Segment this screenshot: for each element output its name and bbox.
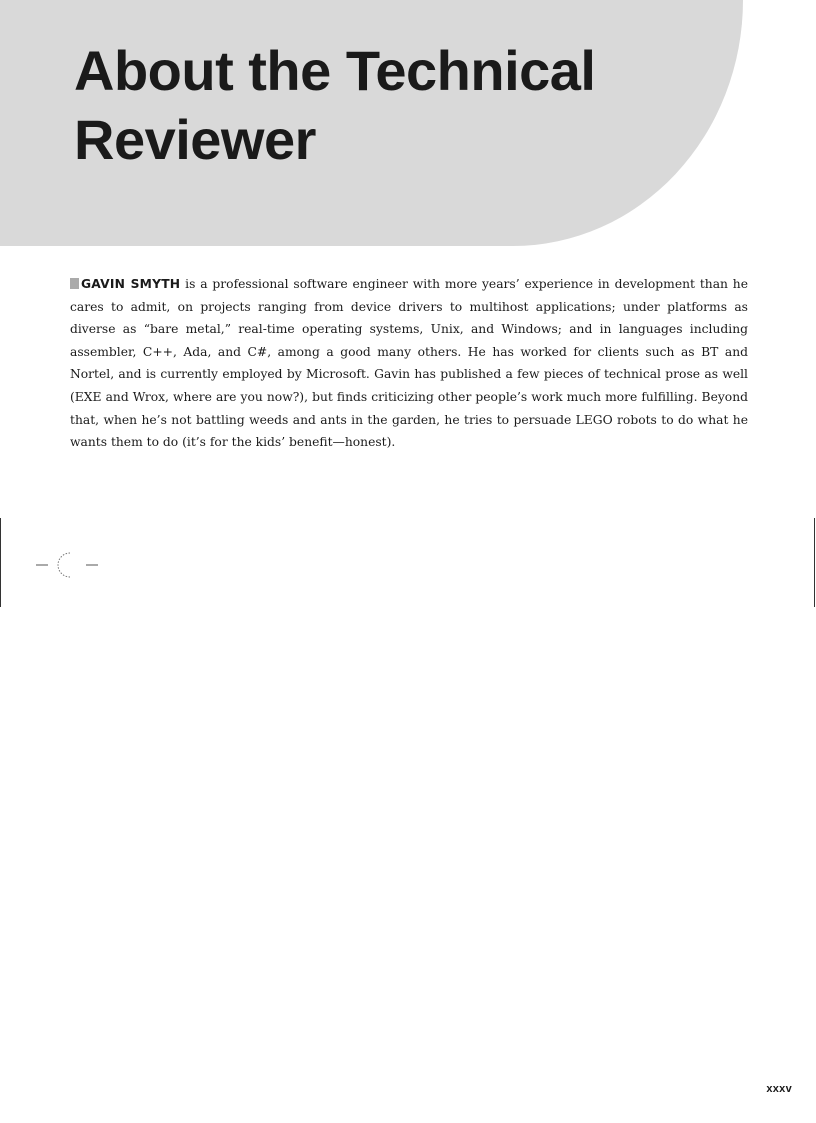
crop-line-right — [814, 518, 815, 607]
crop-line-left — [0, 518, 1, 607]
chapter-title-line-1: About the Technical — [74, 39, 596, 102]
chapter-title — [74, 36, 596, 174]
registration-mark-icon — [36, 550, 100, 580]
paragraph-marker-icon — [70, 278, 79, 289]
reviewer-bio-paragraph — [70, 273, 748, 454]
reviewer-name: GAVIN SMYTH — [81, 277, 181, 291]
reviewer-bio-text: is a professional software engineer with more years’ experience in development than he cares to admit, on projects ranging from device drivers to multihost applications; under platforms as diverse as “bare metal,” real-time operating systems, Unix, and Windows; and in languages including assembler, C++, Ada, and C#, among a good many others. He has worked for clients such as BT and Nortel, and is currently employed by Microsoft. Gavin has published a few pieces of technical prose as well (EXE and Wrox, where are you now?), but finds criticizing other people’s work much more fulfilling. Beyond that, when he’s not battling weeds and ants in the garden, he tries to persuade LEGO robots to do what he wants them to do (it’s for the kids’ benefit—honest). — [70, 277, 748, 450]
chapter-title-line-2: Reviewer — [74, 108, 316, 171]
page-number: xxxv — [766, 1083, 792, 1095]
